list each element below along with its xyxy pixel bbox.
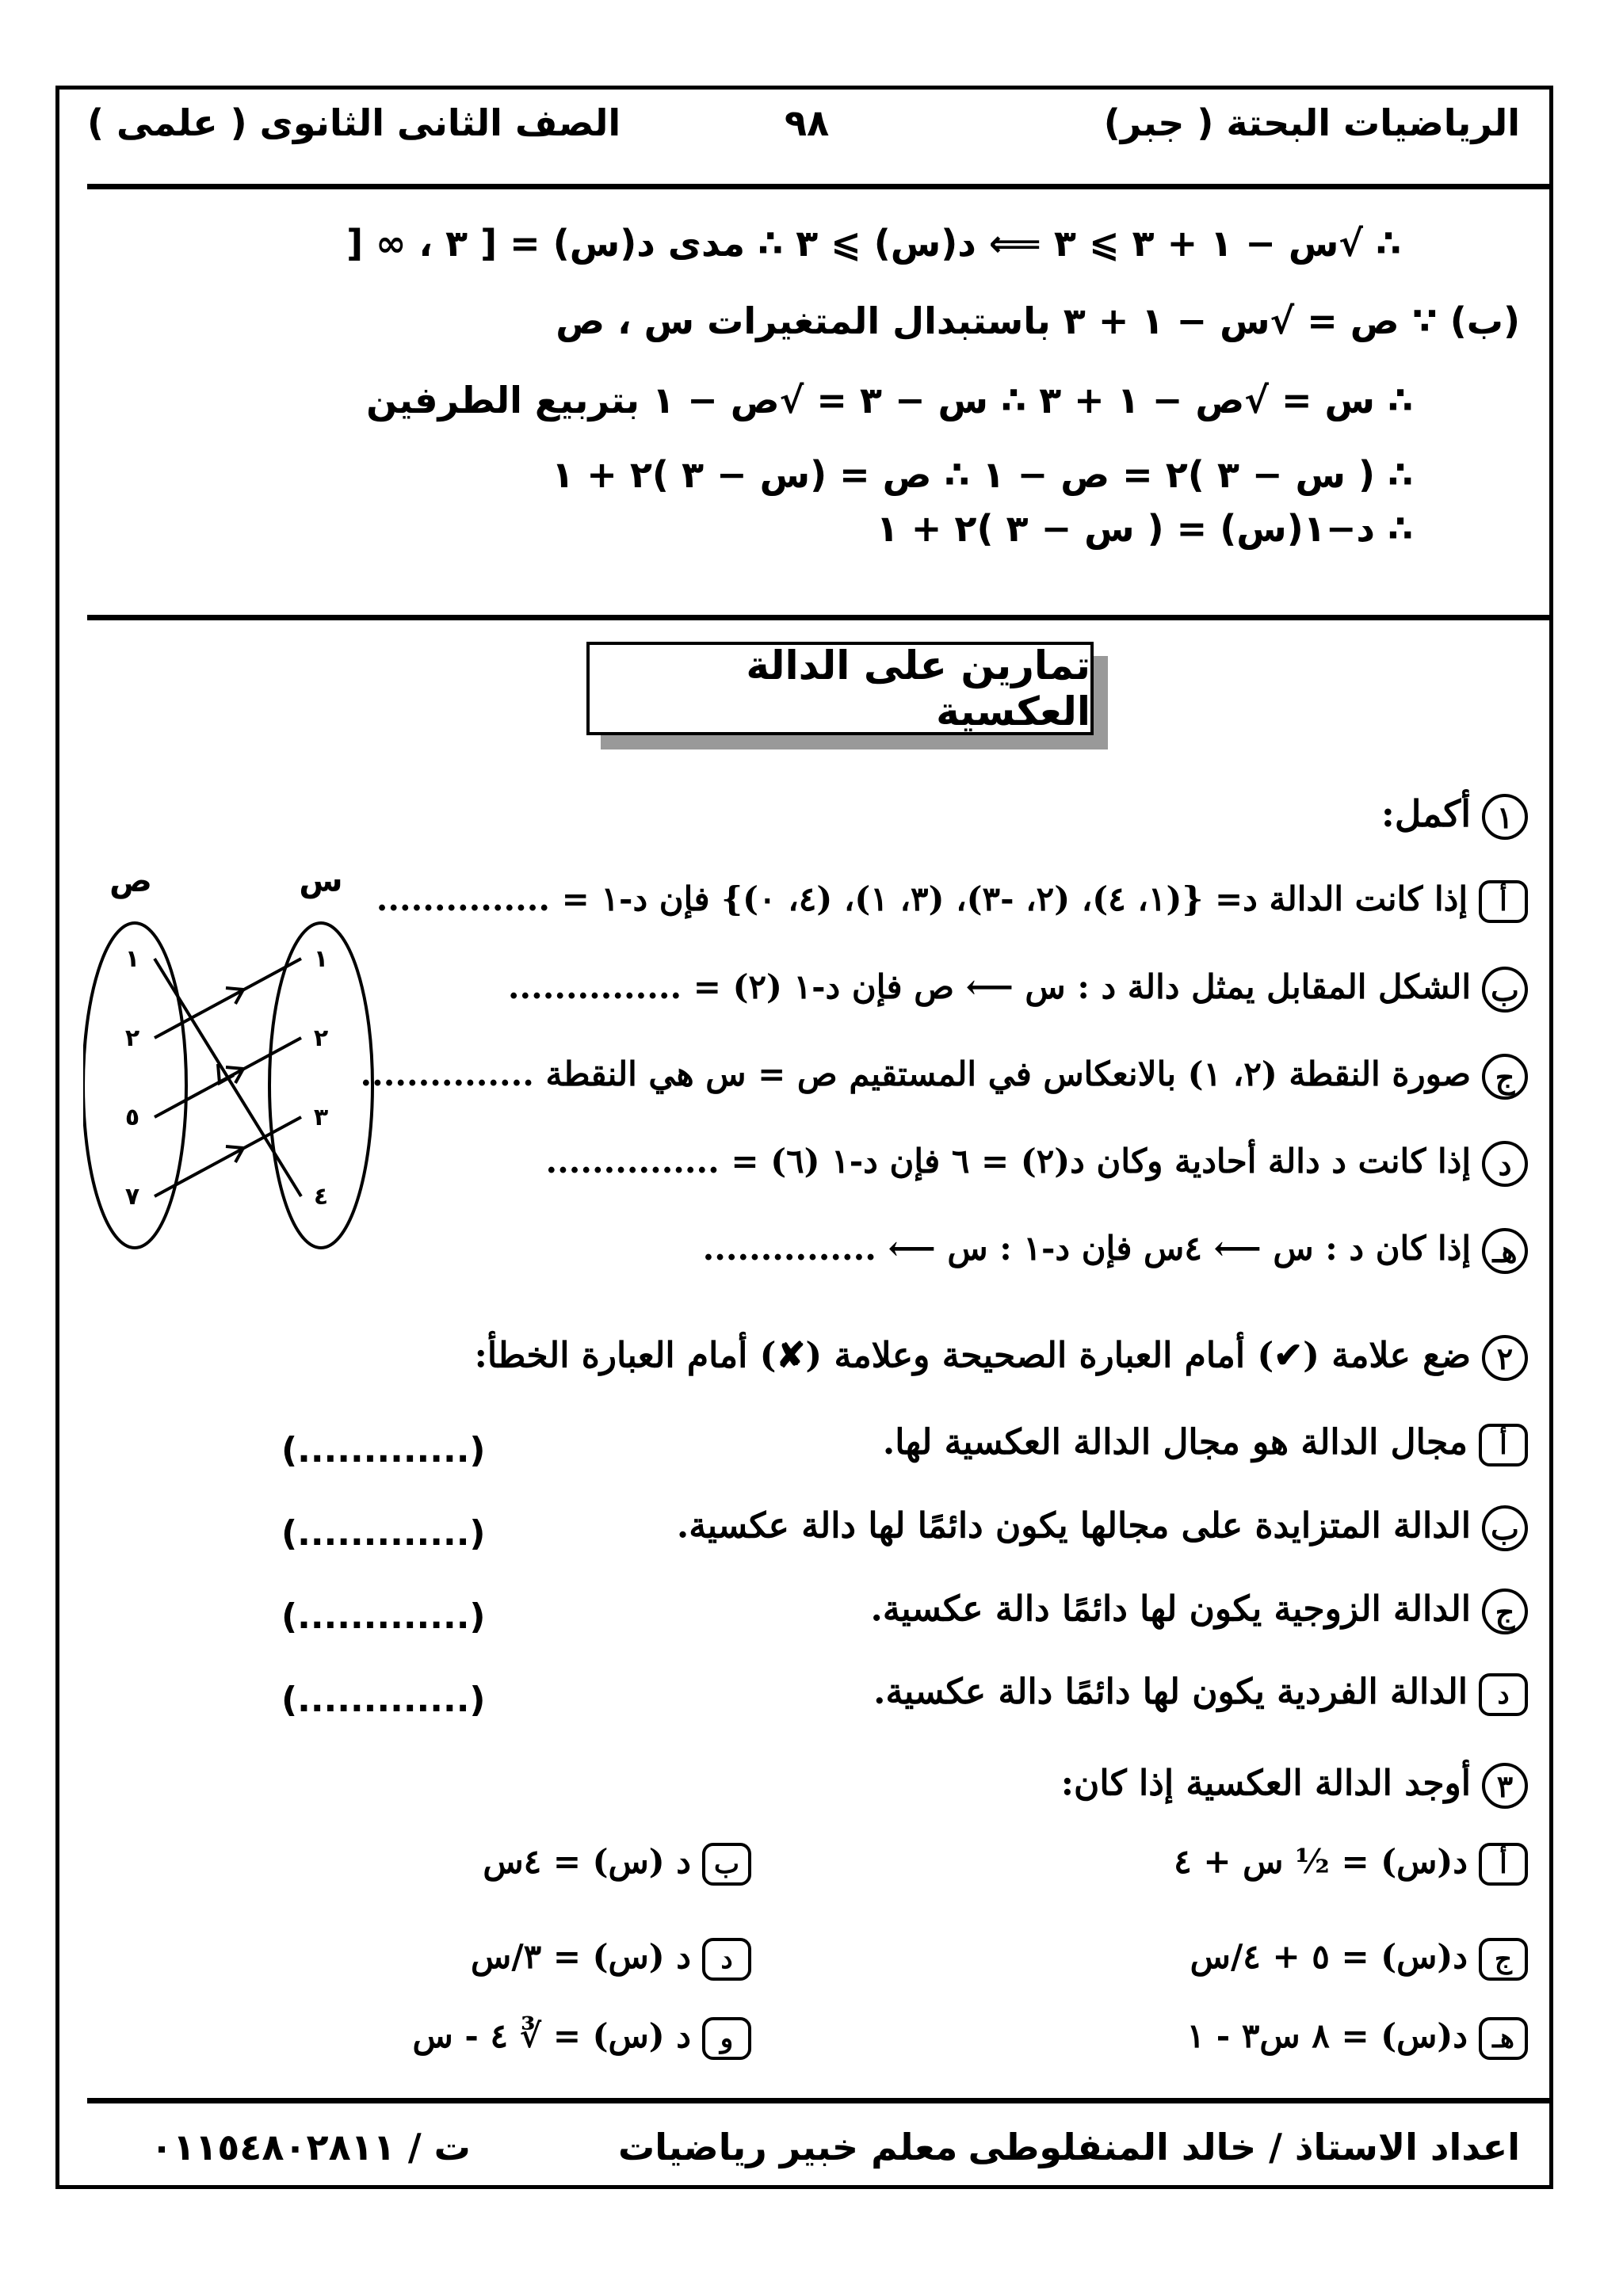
y-item-2: ٢ — [124, 1024, 140, 1052]
q2-item-a — [883, 1422, 1528, 1466]
q1-number: ١ — [1482, 794, 1528, 840]
q1-a-marker: أ — [1479, 880, 1528, 923]
q1-item-a — [376, 879, 1528, 923]
q3-c-text: د(س) = ٥ + ٤/س — [1190, 1937, 1468, 1976]
grade-label: الصف الثانى الثانوى ( علمى ) — [87, 101, 621, 144]
x-item-4: ٤ — [313, 1183, 329, 1211]
q3-b-text: د (س) = ٤س — [483, 1842, 691, 1881]
x-item-3: ٣ — [313, 1104, 329, 1131]
q2-label: ضع علامة (✔) أمام العبارة الصحيحة وعلامة (✘) أمام العبارة الخطأ: — [474, 1335, 1471, 1376]
q1-b-marker: ب — [1482, 967, 1528, 1013]
author-credit: اعداد الاستاذ / خالد المنفلوطى — [968, 2126, 1520, 2168]
q1-c-text: صورة النقطة (٢، ١) بالانعكاس في المستقيم ص = س هي النقطة ............... — [360, 1055, 1471, 1093]
q2-c-text: الدالة الزوجية يكون لها دائمًا دالة عكسية. — [870, 1589, 1471, 1630]
q2-heading — [475, 1335, 1528, 1381]
header-divider — [87, 184, 1553, 189]
solution-line-4: ∴ ( س − ٣ )٢ = ص − ١ ∴ ص = (س − ٣ )٢ + ١ — [552, 453, 1413, 496]
q3-item-e — [1187, 2016, 1528, 2060]
q3-f-marker: و — [702, 2017, 751, 2060]
q3-a-text: د(س) = ½ س + ٤ — [1174, 1842, 1468, 1881]
y-item-1: ١ — [124, 945, 140, 973]
page-number: ٩٨ — [785, 101, 830, 144]
q3-item-c — [1190, 1937, 1528, 1981]
q2-item-c — [871, 1589, 1528, 1634]
q3-a-marker: أ — [1479, 1843, 1528, 1886]
q1-e-marker: هـ — [1482, 1228, 1528, 1274]
q3-item-a — [1174, 1842, 1528, 1886]
q2-a-text: مجال الدالة هو مجال الدالة العكسية لها. — [882, 1422, 1468, 1463]
q1-item-e — [703, 1228, 1528, 1274]
q1-d-marker: د — [1482, 1141, 1528, 1187]
q2-b-answer-blank[interactable]: (.............) — [281, 1513, 486, 1554]
q3-heading — [1061, 1763, 1528, 1809]
q3-label: أوجد الدالة العكسية إذا كان: — [1060, 1763, 1471, 1804]
q3-e-text: د(س) = ٨ س٣ - ١ — [1186, 2016, 1468, 2055]
q3-item-d — [471, 1937, 751, 1981]
y-item-4: ٧ — [124, 1183, 140, 1211]
q3-item-f — [412, 2016, 751, 2060]
q3-number: ٣ — [1482, 1763, 1528, 1809]
q2-number: ٢ — [1482, 1335, 1528, 1381]
q2-item-d — [873, 1672, 1528, 1716]
book-title: الرياضيات البحتة ( جبر) — [1103, 101, 1520, 144]
q3-d-marker: د — [702, 1938, 751, 1981]
exercises-title: تمارين على الدالة العكسية — [586, 642, 1094, 735]
author-role: معلم خبير رياضيات — [618, 2126, 958, 2168]
x-item-2: ٢ — [313, 1024, 329, 1052]
q1-item-c — [361, 1054, 1529, 1100]
q2-b-text: الدالة المتزايدة على مجالها يكون دائمًا لها دالة عكسية. — [676, 1505, 1471, 1547]
q3-f-text: د (س) = ∛ ٤ - س — [412, 2016, 691, 2055]
x-item-1: ١ — [313, 945, 329, 973]
q2-b-marker: ب — [1482, 1505, 1528, 1551]
q3-d-text: د (س) = ٣/س — [471, 1937, 691, 1976]
x-set-label: س — [299, 863, 343, 899]
q1-c-marker: ج — [1482, 1054, 1528, 1100]
y-item-3: ٥ — [124, 1104, 140, 1131]
q2-d-answer-blank[interactable]: (.............) — [281, 1680, 486, 1720]
author-phone: ت / ٠١١٥٤٨٠٢٨١١ — [151, 2126, 471, 2168]
q1-d-text: إذا كانت د دالة أحادية وكان د(٢) = ٦ فإن د-١ (٦) = ............... — [545, 1142, 1471, 1180]
q3-item-b — [483, 1842, 751, 1886]
q3-e-marker: هـ — [1479, 2017, 1528, 2060]
q2-c-marker: ج — [1482, 1589, 1528, 1634]
q1-item-b — [508, 967, 1528, 1013]
q1-heading — [1381, 792, 1528, 840]
solution-line-5: ∴ د−١(س) = ( س − ٣ )٢ + ١ — [876, 507, 1413, 550]
footer-divider — [87, 2098, 1553, 2103]
q2-a-answer-blank[interactable]: (.............) — [281, 1430, 486, 1470]
q2-item-b — [677, 1505, 1528, 1551]
mapping-diagram — [83, 860, 392, 1272]
solution-line-3: ∴ س = √ص − ١ + ٣ ∴ س − ٣ = √ص − ١ بتربيع الطرفين — [366, 379, 1413, 421]
q1-e-text: إذا كان د : س ⟵ ٤س فإن د-١ : س ⟵ ............... — [702, 1229, 1471, 1268]
q1-label: أكمل: — [1381, 792, 1471, 835]
q1-b-text: الشكل المقابل يمثل دالة د : س ⟵ ص فإن د-١ (٢) = ............... — [507, 967, 1471, 1006]
q1-a-text: إذا كانت الدالة د= {(١، ٤)، (٢، -٣)، (٣، ١)، (٤، ٠)} فإن د-١ = ............... — [376, 879, 1468, 918]
solution-line-2: (ب) ∵ ص = √س − ١ + ٣ باستبدال المتغيرات س ، ص — [556, 299, 1520, 342]
solution-line-1: ∴ √س − ١ + ٣ ⩾ ٣ ⟸ د(س) ⩾ ٣ ∴ مدى د(س) = [ ٣ ، ∞ [ — [346, 222, 1401, 265]
q3-b-marker: ب — [702, 1843, 751, 1886]
map-arrow-1 — [155, 959, 301, 1038]
section-divider — [87, 615, 1553, 620]
q2-d-text: الدالة الفردية يكون لها دائمًا دالة عكسية. — [873, 1672, 1468, 1712]
q3-c-marker: ج — [1479, 1938, 1528, 1981]
q2-c-answer-blank[interactable]: (.............) — [281, 1596, 486, 1637]
q2-d-marker: د — [1479, 1673, 1528, 1716]
y-set-label: ص — [109, 863, 152, 899]
q1-item-d — [545, 1141, 1528, 1187]
q2-a-marker: أ — [1479, 1424, 1528, 1466]
